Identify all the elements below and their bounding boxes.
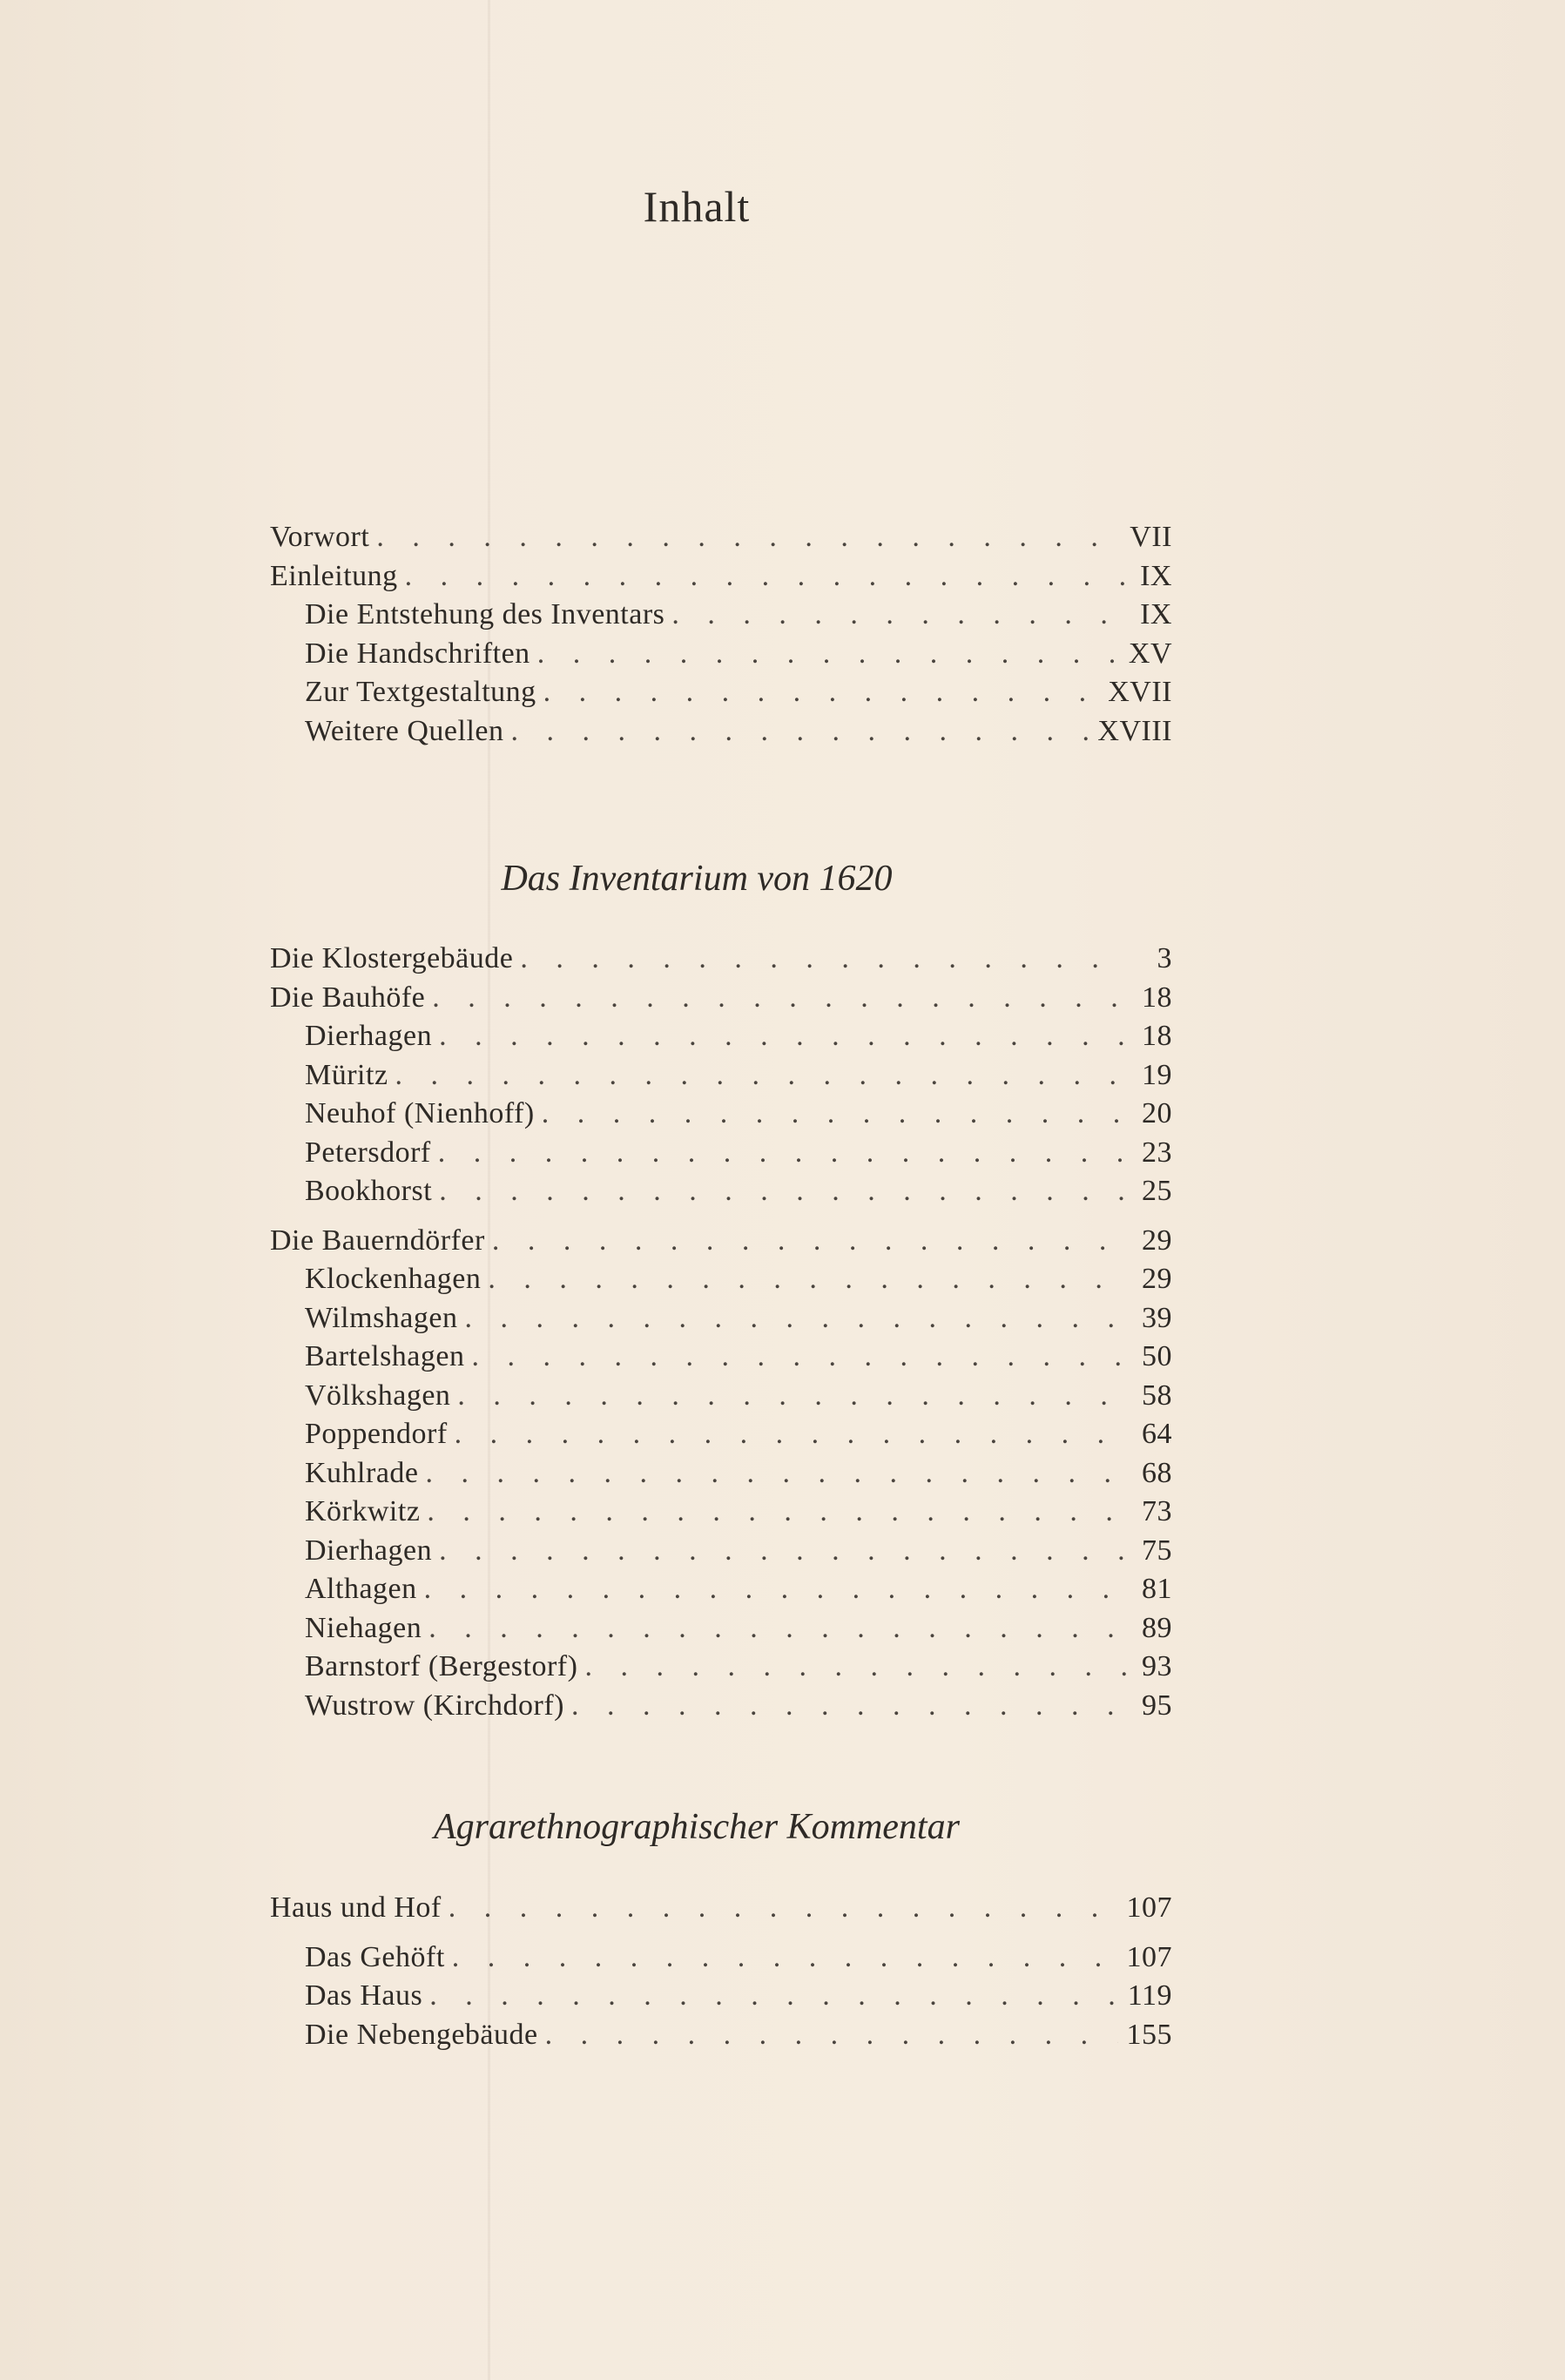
toc-entry[interactable] — [270, 1059, 1172, 1098]
toc-entry[interactable] — [270, 1457, 1172, 1496]
toc-entry-label: Körkwitz — [305, 1495, 421, 1527]
toc-entry-page-number: 58 — [1142, 1379, 1172, 1412]
dot-leader — [492, 1224, 1129, 1257]
toc-entry[interactable] — [270, 1302, 1172, 1341]
toc-entry[interactable] — [270, 1175, 1172, 1214]
toc-entry-label: Dierhagen — [305, 1020, 433, 1052]
dot-leader — [376, 521, 1121, 554]
dot-leader — [405, 560, 1129, 593]
toc-entry-page-number: 75 — [1142, 1534, 1172, 1567]
toc-entry-label: Barnstorf (Bergestorf) — [305, 1650, 578, 1682]
toc-entry[interactable] — [270, 1534, 1172, 1574]
toc-entry[interactable] — [270, 560, 1172, 599]
toc-entry-page-number: IX — [1140, 598, 1172, 630]
toc-entry[interactable] — [270, 1495, 1172, 1534]
toc-entry-page-number: 18 — [1142, 981, 1172, 1014]
toc-entry-page-number: 81 — [1142, 1573, 1172, 1605]
dot-leader — [452, 1941, 1118, 1974]
toc-entry-label: Das Gehöft — [305, 1940, 445, 1973]
toc-entry-page-number: XVII — [1108, 676, 1172, 708]
section-heading-inventarium: Das Inventarium von 1620 — [501, 859, 893, 899]
toc-entry[interactable] — [270, 1340, 1172, 1379]
toc-entry-page-number: 18 — [1142, 1020, 1172, 1052]
toc-entry[interactable] — [270, 1020, 1172, 1059]
toc-entry[interactable] — [270, 598, 1172, 637]
dot-leader — [439, 1175, 1129, 1208]
toc-entry-label: Die Entstehung des Inventars — [305, 598, 665, 630]
toc-entry-page-number: VII — [1130, 521, 1172, 553]
dot-leader — [395, 1059, 1129, 1092]
toc-entry-page-number: 95 — [1142, 1689, 1172, 1722]
dot-leader — [424, 1573, 1129, 1606]
toc-entry-label: Wustrow (Kirchdorf) — [305, 1689, 564, 1722]
dot-leader — [472, 1340, 1130, 1373]
dot-leader — [584, 1650, 1129, 1683]
toc-entry[interactable] — [270, 1979, 1172, 2019]
toc-entry-page-number: 89 — [1142, 1611, 1172, 1644]
dot-leader — [488, 1263, 1129, 1296]
toc-entry-page-number: 155 — [1126, 2018, 1172, 2051]
toc-front-matter — [270, 521, 1172, 753]
toc-entry-page-number: 25 — [1142, 1175, 1172, 1207]
dot-leader — [671, 598, 1129, 631]
toc-entry-label: Petersdorf — [305, 1136, 431, 1169]
page-title: Inhalt — [643, 182, 751, 231]
toc-entry[interactable] — [270, 1689, 1172, 1729]
dot-leader — [545, 2019, 1118, 2052]
toc-entry-label: Die Bauhöfe — [270, 981, 426, 1014]
toc-entry[interactable] — [270, 1263, 1172, 1302]
toc-entry-label: Weitere Quellen — [305, 714, 504, 747]
toc-entry-page-number: 23 — [1142, 1136, 1172, 1169]
toc-entry-label: Dierhagen — [305, 1534, 433, 1567]
toc-gap — [270, 1931, 1172, 1941]
toc-inventarium — [270, 942, 1172, 1728]
toc-entry-label: Wilmshagen — [305, 1301, 458, 1334]
toc-entry-label: Haus und Hof — [270, 1891, 442, 1924]
dot-leader — [464, 1302, 1129, 1335]
toc-entry-label: Die Klostergebäude — [270, 942, 514, 974]
dot-leader — [537, 637, 1120, 671]
toc-entry[interactable] — [270, 1573, 1172, 1612]
toc-entry[interactable] — [270, 1136, 1172, 1176]
dot-leader — [571, 1689, 1129, 1723]
toc-gap — [270, 1214, 1172, 1224]
dot-leader — [542, 1097, 1129, 1130]
dot-leader — [438, 1136, 1129, 1170]
toc-entry-label: Bookhorst — [305, 1175, 433, 1207]
toc-entry-label: Althagen — [305, 1573, 417, 1605]
toc-entry[interactable] — [270, 521, 1172, 560]
toc-entry-page-number: 29 — [1142, 1263, 1172, 1295]
toc-entry[interactable] — [270, 1418, 1172, 1457]
toc-entry-label: Einleitung — [270, 559, 398, 592]
dot-leader — [457, 1379, 1129, 1412]
toc-entry[interactable] — [270, 2019, 1172, 2058]
dot-leader — [428, 1612, 1129, 1645]
dot-leader — [427, 1495, 1129, 1528]
toc-entry[interactable] — [270, 676, 1172, 715]
toc-entry-label: Poppendorf — [305, 1418, 448, 1450]
dot-leader — [455, 1418, 1129, 1451]
dot-leader — [543, 676, 1100, 709]
dot-leader — [429, 1979, 1118, 2013]
toc-entry-page-number: 93 — [1142, 1650, 1172, 1682]
toc-entry-label: Klockenhagen — [305, 1263, 482, 1295]
toc-entry-page-number: 39 — [1142, 1301, 1172, 1334]
toc-entry[interactable] — [270, 942, 1172, 981]
toc-entry-label: Die Bauerndörfer — [270, 1224, 485, 1257]
toc-entry-page-number: 19 — [1142, 1058, 1172, 1091]
toc-entry-label: Die Nebengebäude — [305, 2018, 538, 2051]
toc-entry-label: Vorwort — [270, 521, 370, 553]
toc-entry-page-number: XV — [1128, 637, 1172, 670]
toc-entry-label: Zur Textgestaltung — [305, 676, 536, 708]
toc-entry[interactable] — [270, 715, 1172, 754]
toc-entry[interactable] — [270, 1891, 1172, 1931]
toc-entry-page-number: 3 — [1157, 942, 1172, 974]
toc-entry-label: Neuhof (Nienhoff) — [305, 1097, 535, 1129]
toc-entry[interactable] — [270, 1650, 1172, 1689]
toc-entry-label: Völkshagen — [305, 1379, 451, 1412]
dot-leader — [426, 1457, 1129, 1490]
toc-entry-page-number: 68 — [1142, 1456, 1172, 1489]
toc-entry[interactable] — [270, 1097, 1172, 1136]
toc-entry[interactable] — [270, 981, 1172, 1021]
toc-entry-page-number: IX — [1140, 559, 1172, 592]
toc-entry[interactable] — [270, 637, 1172, 677]
dot-leader — [520, 942, 1129, 975]
toc-entry-label: Bartelshagen — [305, 1340, 465, 1372]
toc-entry[interactable] — [270, 1612, 1172, 1651]
toc-entry-label: Niehagen — [305, 1611, 422, 1644]
dot-leader — [449, 1891, 1118, 1925]
toc-entry-page-number: 29 — [1142, 1224, 1172, 1257]
toc-entry-page-number: 50 — [1142, 1340, 1172, 1372]
toc-entry-page-number: 119 — [1127, 1979, 1172, 2012]
dot-leader — [510, 715, 1089, 748]
toc-entry-page-number: 64 — [1142, 1418, 1172, 1450]
section-heading-kommentar: Agrarethnographischer Kommentar — [434, 1807, 960, 1847]
dot-leader — [439, 1534, 1129, 1568]
toc-entry[interactable] — [270, 1379, 1172, 1419]
toc-entry-page-number: 107 — [1126, 1940, 1172, 1973]
toc-entry-label: Kuhlrade — [305, 1456, 419, 1489]
toc-entry-page-number: XVIII — [1097, 714, 1172, 747]
toc-entry-page-number: 73 — [1142, 1495, 1172, 1527]
toc-entry-label: Die Handschriften — [305, 637, 530, 670]
toc-entry-page-number: 20 — [1142, 1097, 1172, 1129]
toc-entry-page-number: 107 — [1126, 1891, 1172, 1924]
dot-leader — [439, 1020, 1129, 1053]
toc-entry[interactable] — [270, 1941, 1172, 1980]
dot-leader — [432, 981, 1129, 1015]
toc-entry-label: Das Haus — [305, 1979, 423, 2012]
toc-entry[interactable] — [270, 1224, 1172, 1264]
toc-kommentar — [270, 1891, 1172, 2057]
toc-entry-label: Müritz — [305, 1058, 388, 1091]
